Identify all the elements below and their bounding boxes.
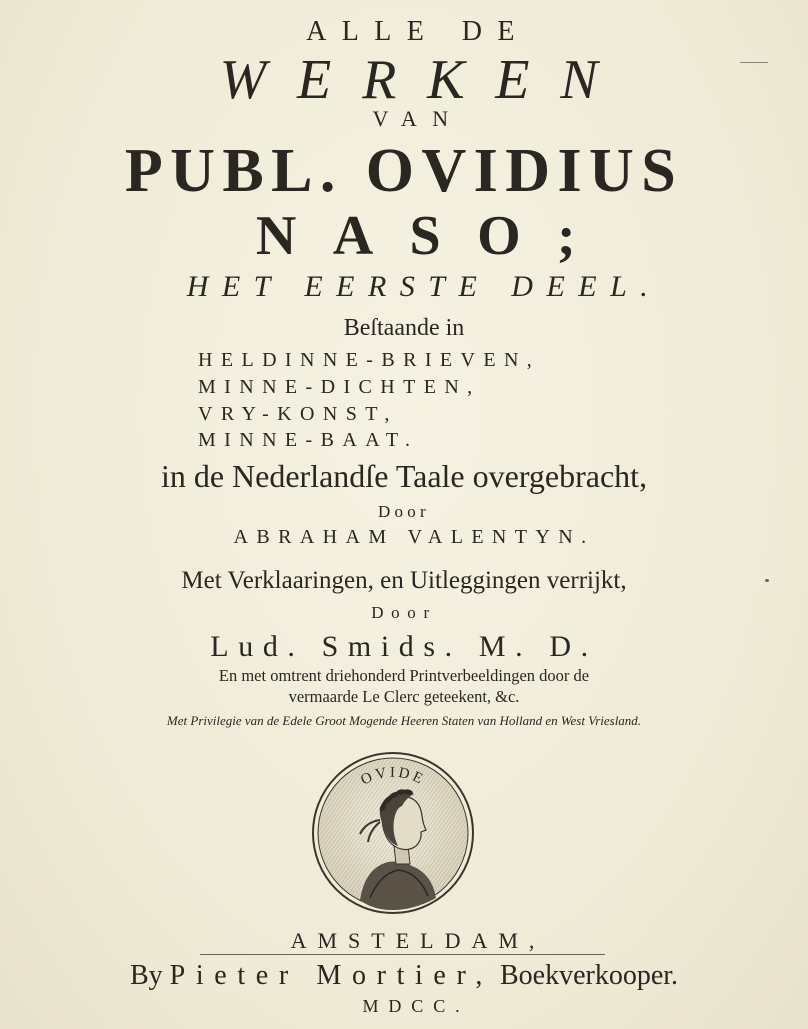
heading-werken: WERKEN — [219, 49, 629, 111]
imprint-year: MDCC. — [362, 996, 470, 1016]
by-label: Door — [371, 603, 437, 622]
translation-note: in de Nederlandſe Taale overgebracht, — [160, 458, 648, 494]
content-item: VRY-KONST, — [198, 403, 398, 425]
imprint-publisher: Pieter Mortier, — [169, 960, 493, 991]
ink-speck — [765, 579, 769, 582]
heading-alle-de: ALLE DE — [306, 16, 530, 47]
consisting-of: Beſtaande in — [343, 315, 465, 341]
author-name: PUBL. OVIDIUS — [124, 137, 684, 205]
ink-mark — [740, 62, 768, 63]
author-cognomen: NASO; — [255, 205, 613, 267]
privilege-note: Met Privilegie van de Edele Groot Mogende Heeren Staten van Holland en West Vriesland. — [166, 713, 642, 728]
ovid-medallion — [310, 750, 476, 916]
commentator-name: Lud. Smids. M. D. — [210, 630, 598, 663]
illustrations-note-line-2: vermaarde Le Clerc geteekent, &c. — [288, 687, 520, 706]
content-item: MINNE-BAAT. — [198, 429, 419, 451]
volume-title: HET EERSTE DEEL. — [186, 270, 662, 303]
content-item: MINNE-DICHTEN, — [198, 376, 481, 398]
content-item: HELDINNE-BRIEVEN, — [198, 349, 541, 371]
by-label: Door — [378, 502, 430, 521]
heading-van: VAN — [372, 106, 464, 131]
imprint-profession: Boekverkooper. — [499, 960, 679, 991]
illustrations-note-line-1: En met omtrent driehonderd Printverbeeldingen door de — [218, 666, 590, 685]
imprint-publisher-line — [0, 962, 808, 990]
translator-name: ABRAHAM VALENTYN. — [233, 526, 595, 548]
medallion-inscription: OVIDE — [358, 764, 428, 789]
commentary-note: Met Verklaaringen, en Uitleggingen verrijkt, — [181, 567, 627, 594]
divider — [200, 954, 605, 955]
imprint-by: By — [129, 960, 163, 991]
imprint-city: AMSTELDAM, — [290, 928, 546, 953]
